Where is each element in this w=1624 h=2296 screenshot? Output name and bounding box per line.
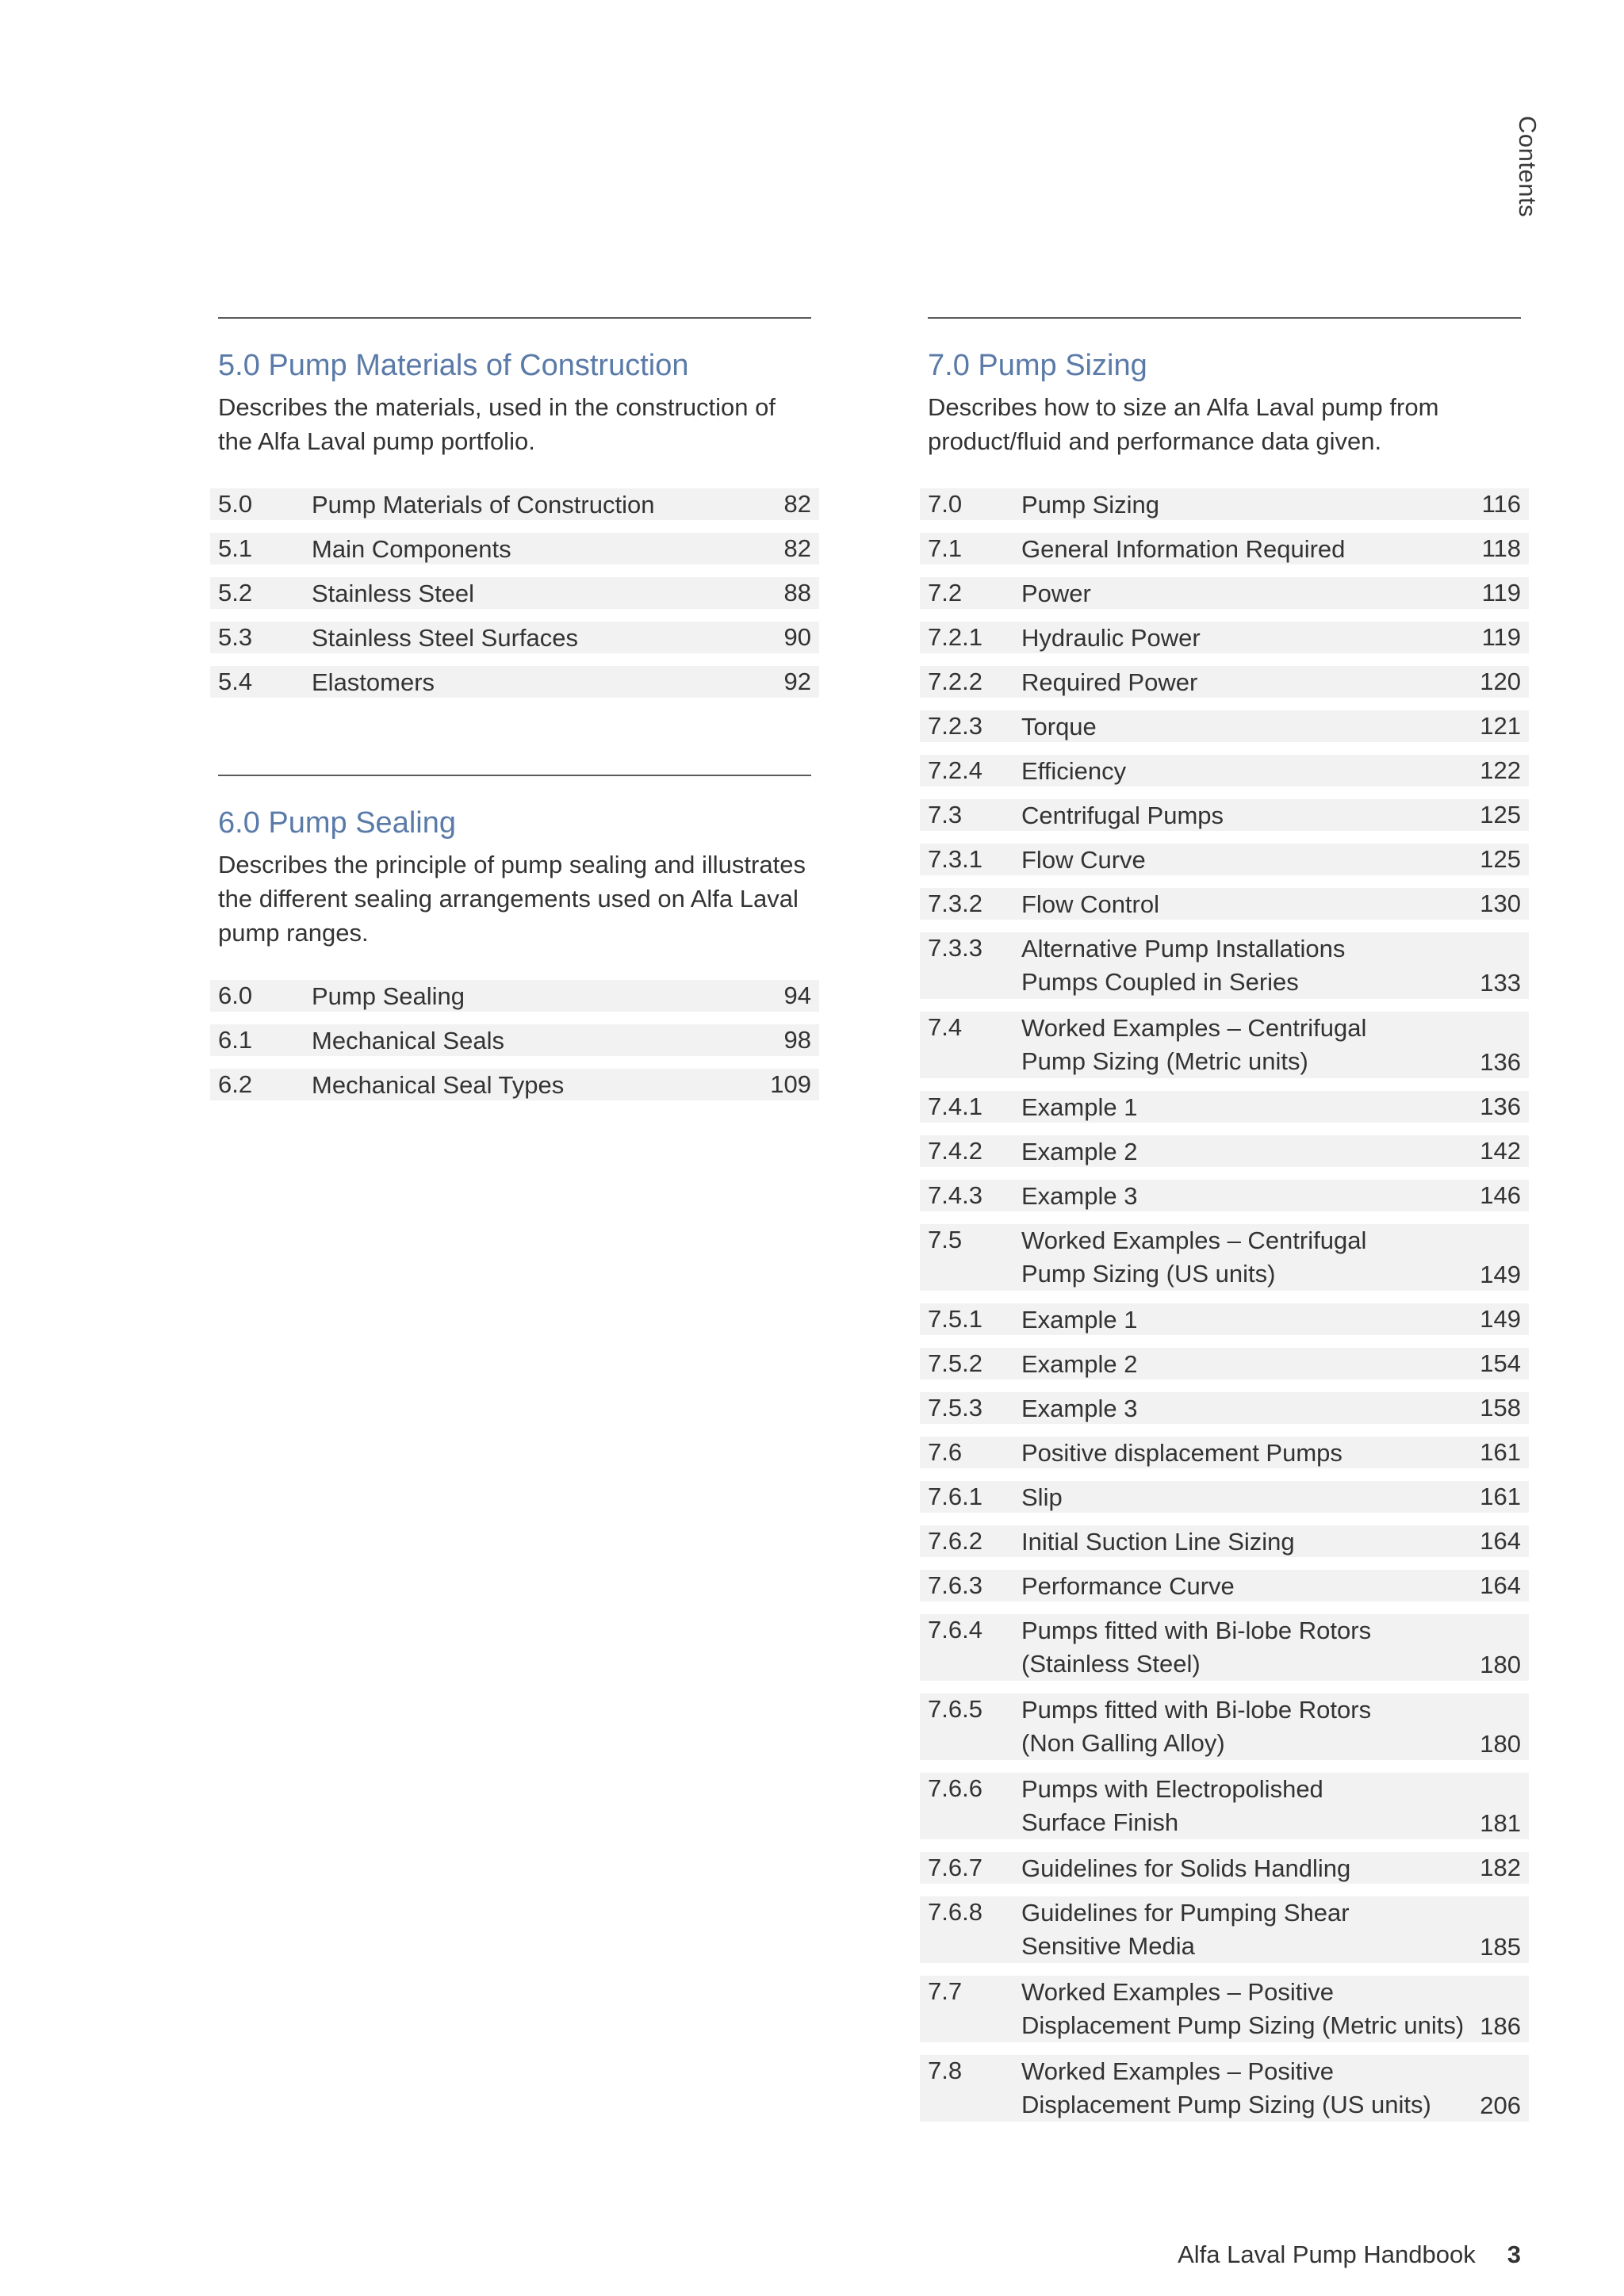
toc-entry-title-line: Worked Examples – Centrifugal (1021, 1014, 1367, 1042)
toc-entry[interactable] (920, 666, 1529, 698)
toc-entry-number: 6.2 (218, 1070, 253, 1098)
toc-entry-title (312, 1069, 756, 1102)
toc-entry-title-line: Mechanical Seals (312, 1027, 504, 1054)
toc-entry[interactable] (210, 666, 819, 698)
toc-entry-number: 7.6.1 (928, 1483, 982, 1510)
toc-entry[interactable] (920, 1525, 1529, 1557)
toc-entry-title-line: Pumps fitted with Bi-lobe Rotors (1021, 1617, 1372, 1644)
toc-entry-page: 206 (1480, 2091, 1521, 2119)
toc-list (920, 488, 1529, 2122)
toc-entry-title (1021, 844, 1465, 877)
publication-title: Alfa Laval Pump Handbook (1178, 2241, 1476, 2268)
toc-entry[interactable] (920, 1437, 1529, 1468)
toc-entry-title (1021, 755, 1465, 788)
toc-entry-number: 7.4 (928, 1013, 963, 1041)
toc-entry-number: 7.4.2 (928, 1137, 982, 1165)
toc-entry[interactable] (920, 1224, 1529, 1291)
toc-entry-number: 7.6 (928, 1438, 963, 1466)
toc-entry-page: 186 (1480, 2012, 1521, 2040)
toc-entry[interactable] (920, 755, 1529, 786)
toc-entry[interactable] (920, 2055, 1529, 2122)
toc-entry-page: 136 (1480, 1093, 1521, 1120)
toc-entry-title (1021, 1303, 1465, 1337)
toc-entry[interactable] (920, 1570, 1529, 1601)
toc-entry-number: 7.2.3 (928, 712, 982, 740)
toc-entry-title-line: Performance Curve (1021, 1572, 1235, 1600)
toc-entry-title-line: Pump Sizing (US units) (1021, 1260, 1276, 1288)
toc-entry-title (1021, 1525, 1465, 1559)
section-divider (218, 317, 811, 319)
section-description: Describes how to size an Alfa Laval pump from product/fluid and performance data given. (928, 393, 1439, 455)
toc-entry-page: 164 (1480, 1527, 1521, 1555)
toc-entry-title-line: Example 1 (1021, 1306, 1138, 1334)
toc-entry[interactable] (210, 1024, 819, 1056)
toc-entry-title-line: Example 2 (1021, 1138, 1138, 1165)
toc-entry-page: 161 (1480, 1483, 1521, 1510)
toc-entry[interactable] (920, 1135, 1529, 1167)
toc-entry[interactable] (920, 622, 1529, 653)
toc-entry-title-line: Power (1021, 580, 1091, 607)
toc-entry-title-line: Stainless Steel (312, 580, 475, 607)
section-divider (218, 775, 811, 776)
toc-entry-page: 125 (1480, 845, 1521, 873)
toc-entry-title-line: Torque (1021, 713, 1097, 740)
toc-entry-title-line: Sensitive Media (1021, 1932, 1195, 1960)
toc-entry-title-line: Worked Examples – Centrifugal (1021, 1226, 1367, 1254)
toc-entry-page: 154 (1480, 1349, 1521, 1377)
toc-entry-page: 149 (1480, 1305, 1521, 1333)
section-7 (928, 317, 1521, 2134)
section-title[interactable]: 6.0 Pump Sealing (218, 806, 456, 840)
toc-entry-page: 136 (1480, 1048, 1521, 1076)
toc-entry[interactable] (210, 488, 819, 520)
toc-entry-title-line: Pumps fitted with Bi-lobe Rotors (1021, 1696, 1372, 1724)
toc-entry-page: 121 (1480, 712, 1521, 740)
toc-entry-title-line: Efficiency (1021, 757, 1127, 785)
toc-entry-title (1021, 1012, 1465, 1078)
toc-entry-page: 142 (1480, 1137, 1521, 1165)
toc-entry-title (312, 488, 756, 522)
toc-entry-title (1021, 488, 1465, 522)
toc-entry[interactable] (920, 1693, 1529, 1760)
toc-entry-page: 125 (1480, 801, 1521, 828)
toc-entry-title-line: Pump Materials of Construction (312, 491, 655, 519)
toc-entry-title-line: Main Components (312, 535, 511, 563)
toc-entry-number: 6.1 (218, 1026, 253, 1054)
toc-entry[interactable] (920, 1180, 1529, 1211)
toc-entry-page: 185 (1480, 1933, 1521, 1961)
toc-entry[interactable] (920, 1614, 1529, 1681)
toc-entry-page: 149 (1480, 1261, 1521, 1288)
toc-entry-page: 109 (770, 1070, 811, 1098)
toc-entry-title-line: (Stainless Steel) (1021, 1650, 1201, 1678)
toc-entry-title-line: Pump Sizing (Metric units) (1021, 1047, 1308, 1075)
toc-entry-number: 7.5.2 (928, 1349, 982, 1377)
toc-entry-title-line: General Information Required (1021, 535, 1346, 563)
toc-entry-page: 182 (1480, 1854, 1521, 1881)
toc-entry[interactable] (210, 577, 819, 609)
toc-entry-title-line: Worked Examples – Positive (1021, 1978, 1334, 2006)
toc-entry-title (312, 577, 756, 610)
toc-entry-title-line: Surface Finish (1021, 1808, 1179, 1836)
toc-entry-title (1021, 888, 1465, 921)
toc-entry-page: 88 (783, 579, 811, 607)
toc-entry-page: 161 (1480, 1438, 1521, 1466)
toc-entry-page: 119 (1481, 579, 1521, 607)
toc-entry[interactable] (210, 622, 819, 653)
toc-entry-page: 118 (1481, 534, 1521, 562)
toc-list (210, 488, 819, 698)
toc-entry-title (1021, 1481, 1465, 1514)
toc-entry-page: 82 (783, 490, 811, 518)
toc-entry[interactable] (920, 932, 1529, 999)
toc-entry-page: 146 (1480, 1181, 1521, 1209)
section-description: Describes the principle of pump sealing and illustrates the different sealing arrangements used on Alfa Laval pump ranges. (218, 851, 806, 947)
toc-entry-title-line: (Non Galling Alloy) (1021, 1729, 1225, 1757)
toc-entry-title (1021, 577, 1465, 610)
toc-entry[interactable] (920, 1091, 1529, 1123)
toc-entry[interactable] (920, 488, 1529, 520)
toc-entry-number: 7.3.1 (928, 845, 982, 873)
toc-entry-title-line: Stainless Steel Surfaces (312, 624, 579, 652)
toc-entry-page: 180 (1480, 1730, 1521, 1758)
toc-entry-title-line: Pumps with Electropolished (1021, 1775, 1323, 1803)
side-section-label: Contents (1514, 116, 1542, 218)
toc-entry-title (1021, 622, 1465, 655)
toc-entry-number: 7.3.2 (928, 890, 982, 917)
toc-entry-page: 98 (783, 1026, 811, 1054)
toc-entry-page: 130 (1480, 890, 1521, 917)
toc-entry-number: 7.2 (928, 579, 963, 607)
toc-entry-title-line: Flow Control (1021, 890, 1159, 918)
toc-entry-number: 7.7 (928, 1977, 963, 2005)
toc-entry[interactable] (920, 1481, 1529, 1513)
toc-entry-title-line: Guidelines for Pumping Shear (1021, 1899, 1350, 1927)
section-title[interactable]: 5.0 Pump Materials of Construction (218, 349, 689, 382)
toc-entry-page: 181 (1480, 1809, 1521, 1837)
toc-entry-number: 7.6.8 (928, 1898, 982, 1926)
toc-entry-title (1021, 1896, 1465, 1963)
toc-entry-number: 7.4.3 (928, 1181, 982, 1209)
toc-entry-number: 7.5.1 (928, 1305, 982, 1333)
toc-entry-number: 6.0 (218, 982, 253, 1009)
toc-entry-title-line: Example 2 (1021, 1350, 1138, 1378)
toc-entry[interactable] (210, 533, 819, 564)
toc-entry-title-line: Alternative Pump Installations (1021, 935, 1346, 962)
toc-entry[interactable] (920, 1392, 1529, 1424)
toc-entry[interactable] (920, 1303, 1529, 1335)
section-divider (928, 317, 1521, 319)
toc-entry[interactable] (920, 1012, 1529, 1078)
toc-entry-title-line: Pump Sealing (312, 982, 465, 1010)
toc-entry-number: 7.3.3 (928, 934, 982, 962)
toc-entry-number: 5.0 (218, 490, 253, 518)
toc-entry-title-line: Slip (1021, 1483, 1063, 1511)
toc-entry-number: 5.2 (218, 579, 253, 607)
toc-entry-title-line: Elastomers (312, 668, 435, 696)
toc-entry-title-line: Displacement Pump Sizing (US units) (1021, 2091, 1431, 2118)
toc-entry-title (1021, 533, 1465, 566)
toc-entry-title (1021, 666, 1465, 699)
toc-entry-number: 5.1 (218, 534, 253, 562)
toc-entry-page: 94 (783, 982, 811, 1009)
toc-entry-title (1021, 1091, 1465, 1124)
page-number: 3 (1507, 2241, 1521, 2268)
toc-entry-title-line: Pump Sizing (1021, 491, 1160, 519)
toc-entry[interactable] (210, 1069, 819, 1100)
toc-entry-title-line: Centrifugal Pumps (1021, 802, 1224, 829)
toc-entry-title-line: Flow Curve (1021, 846, 1146, 874)
toc-entry-number: 7.1 (928, 534, 963, 562)
toc-entry-title (312, 1024, 756, 1058)
toc-entry-title (1021, 1392, 1465, 1425)
toc-entry-title (1021, 1773, 1465, 1839)
toc-entry-number: 7.0 (928, 490, 963, 518)
toc-entry-number: 7.4.1 (928, 1093, 982, 1120)
toc-entry-title-line: Initial Suction Line Sizing (1021, 1528, 1295, 1556)
toc-entry-title (1021, 932, 1465, 999)
toc-entry[interactable] (920, 1348, 1529, 1380)
toc-entry[interactable] (920, 577, 1529, 609)
section-6 (218, 775, 811, 1113)
toc-entry[interactable] (920, 1852, 1529, 1884)
toc-entry-title (1021, 1180, 1465, 1213)
toc-entry-page: 133 (1480, 969, 1521, 997)
toc-entry[interactable] (920, 888, 1529, 920)
toc-entry-page: 92 (783, 668, 811, 695)
toc-entry-title-line: Example 1 (1021, 1093, 1138, 1121)
toc-entry[interactable] (920, 844, 1529, 875)
toc-entry-title-line: Hydraulic Power (1021, 624, 1201, 652)
toc-entry-title (1021, 1976, 1465, 2042)
toc-entry-title (1021, 1614, 1465, 1681)
section-5 (218, 317, 811, 710)
toc-list (210, 980, 819, 1100)
toc-entry[interactable] (920, 710, 1529, 742)
toc-entry-page: 158 (1480, 1394, 1521, 1422)
toc-entry-title-line: Required Power (1021, 668, 1198, 696)
toc-entry-title-line: Mechanical Seal Types (312, 1071, 565, 1099)
toc-entry-title-line: Positive displacement Pumps (1021, 1439, 1342, 1467)
toc-entry-number: 7.5 (928, 1226, 963, 1253)
section-title[interactable]: 7.0 Pump Sizing (928, 349, 1147, 382)
toc-entry-page: 122 (1480, 756, 1521, 784)
toc-entry-number: 7.6.6 (928, 1774, 982, 1802)
toc-entry[interactable] (920, 1976, 1529, 2042)
toc-entry-page: 120 (1480, 668, 1521, 695)
toc-entry-number: 5.3 (218, 623, 253, 651)
toc-entry-title (1021, 710, 1465, 744)
toc-entry-number: 7.6.7 (928, 1854, 982, 1881)
toc-entry-title (1021, 1570, 1465, 1603)
toc-entry-title (1021, 1693, 1465, 1760)
toc-entry-number: 5.4 (218, 668, 253, 695)
toc-entry-title-line: Displacement Pump Sizing (Metric units) (1021, 2011, 1465, 2039)
toc-entry-title-line: Worked Examples – Positive (1021, 2057, 1334, 2085)
toc-entry-title (312, 533, 756, 566)
toc-entry-page: 180 (1480, 1651, 1521, 1678)
toc-entry-title-line: Guidelines for Solids Handling (1021, 1854, 1351, 1882)
toc-entry-number: 7.6.3 (928, 1571, 982, 1599)
toc-entry-page: 82 (783, 534, 811, 562)
toc-entry-number: 7.2.4 (928, 756, 982, 784)
toc-entry-page: 119 (1481, 623, 1521, 651)
toc-entry-number: 7.8 (928, 2057, 963, 2084)
toc-entry-title (1021, 1135, 1465, 1169)
toc-entry[interactable] (920, 533, 1529, 564)
toc-entry-number: 7.6.4 (928, 1616, 982, 1644)
toc-entry-title (1021, 799, 1465, 832)
toc-entry-title (1021, 1437, 1465, 1470)
section-description: Describes the materials, used in the construction of the Alfa Laval pump portfolio. (218, 393, 776, 455)
toc-entry-title (312, 666, 756, 699)
toc-entry-title (1021, 1348, 1465, 1381)
page-footer (1178, 2241, 1521, 2269)
toc-entry-title-line: Pumps Coupled in Series (1021, 968, 1299, 996)
toc-entry-title (1021, 1224, 1465, 1291)
toc-entry-title (312, 622, 756, 655)
toc-entry[interactable] (920, 799, 1529, 831)
toc-entry[interactable] (920, 1896, 1529, 1963)
toc-entry-number: 7.2.1 (928, 623, 982, 651)
toc-entry-page: 116 (1481, 490, 1521, 518)
toc-entry-page: 90 (783, 623, 811, 651)
toc-entry-number: 7.5.3 (928, 1394, 982, 1422)
toc-entry-page: 164 (1480, 1571, 1521, 1599)
toc-entry-title (1021, 1852, 1465, 1885)
toc-entry[interactable] (920, 1773, 1529, 1839)
toc-entry-title-line: Example 3 (1021, 1395, 1138, 1422)
toc-entry-title-line: Example 3 (1021, 1182, 1138, 1210)
toc-entry[interactable] (210, 980, 819, 1012)
toc-entry-number: 7.6.2 (928, 1527, 982, 1555)
toc-entry-number: 7.3 (928, 801, 963, 828)
toc-entry-title (312, 980, 756, 1013)
toc-entry-title (1021, 2055, 1465, 2122)
toc-entry-number: 7.2.2 (928, 668, 982, 695)
toc-entry-number: 7.6.5 (928, 1695, 982, 1723)
